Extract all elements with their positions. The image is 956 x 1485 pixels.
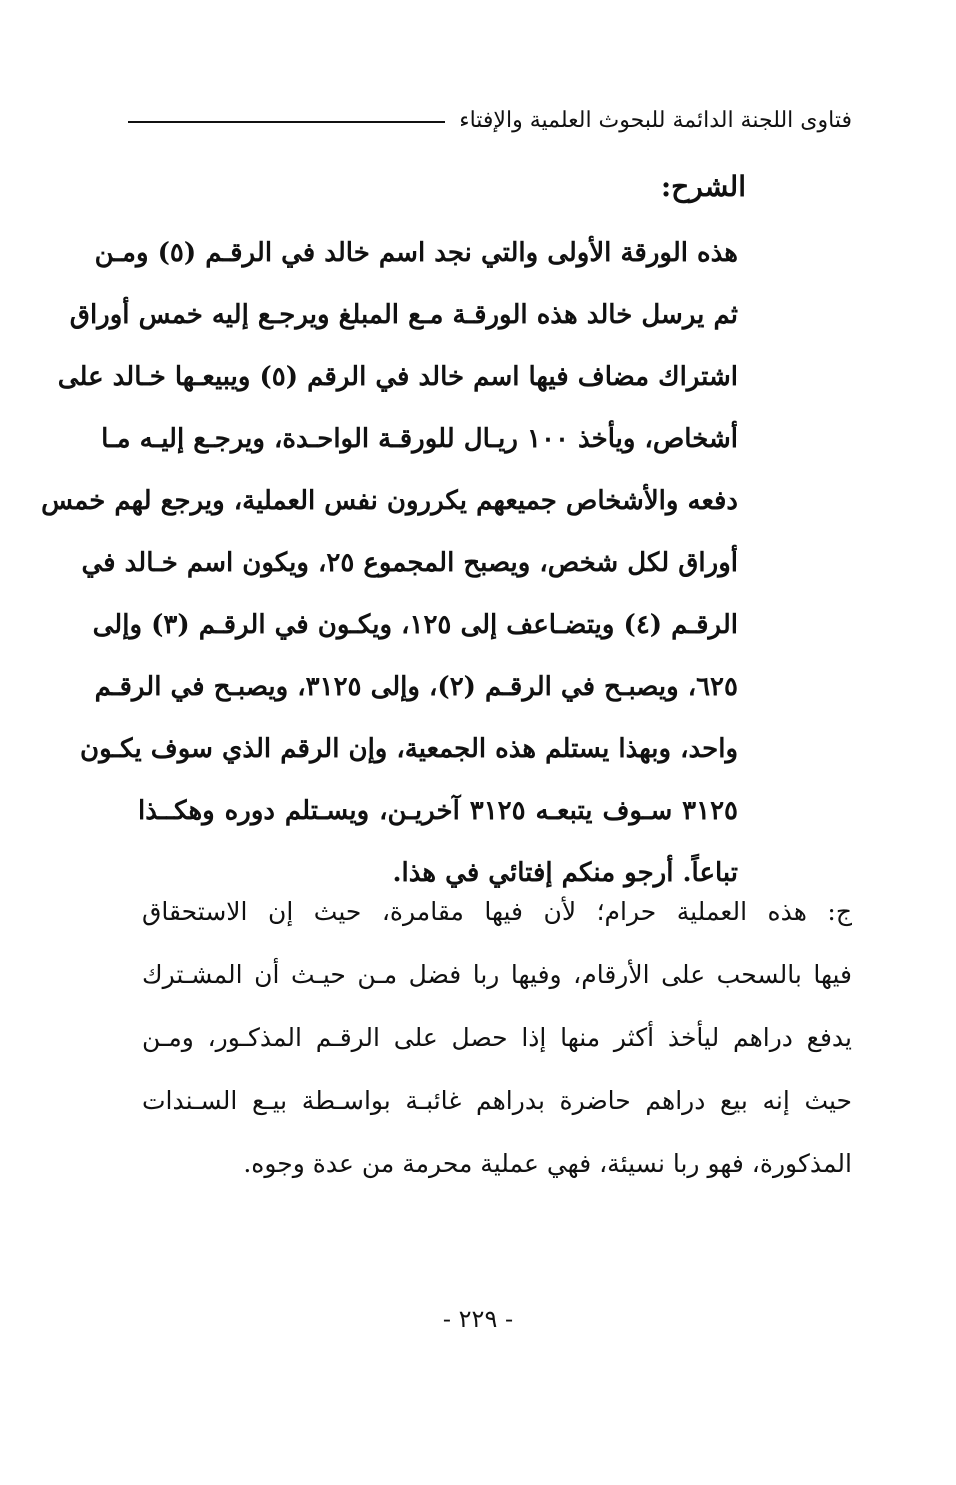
book-title: فتاوى اللجنة الدائمة للبحوث العلمية والإفتاء [459,107,852,133]
answer-line: المذكورة، فهو ربا نسيئة، فهي عملية محرمة من عدة وجوه. [243,1149,852,1178]
question-line: ٣١٢٥ سـوف يتبعـه ٣١٢٥ آخريـن، ويسـتلم دوره وهكــذا [138,796,738,826]
question-line: أشخاص، ويأخذ ١٠٠ ريـال للورقـة الواحـدة، ويرجـع إليـه مـا [101,424,738,454]
section-heading: الشرح: [660,170,746,203]
question-line: أوراق لكل شخص، ويصبح المجموع ٢٥، ويكون اسم خـالد في [81,548,738,578]
answer-line: يدفع دراهم ليأخذ أكثر منها إذا حصل على الرقـم المذكـور، ومـن [142,1023,852,1052]
question-paragraph [41,222,738,904]
answer-line: فيها بالسحب على الأرقام، وفيها ربا فضل مـن حيـث أن المشـترك [142,960,852,989]
running-header [128,100,852,140]
question-line: هذه الورقة الأولى والتي نجد اسم خالد في الرقـم (٥) ومـن [94,238,738,268]
question-line: ٦٢٥، ويصبـح في الرقـم (٢)، وإلى ٣١٢٥، ويصبـح في الرقـم [94,672,738,702]
question-line: اشتراك مضاف فيها اسم خالد في الرقم (٥) ويبيعـها خـالد على [57,362,738,392]
header-rule [128,121,445,123]
answer-line: حيث إنه بيع دراهم حاضرة بدراهم غائبـة بواسـطة بيـع السـندات [142,1086,852,1115]
question-line: دفعه والأشخاص جميعهم يكررون نفس العملية، ويرجع لهم خمس [41,486,738,516]
answer-line: ج: هذه العملية حرام؛ لأن فيها مقامرة، حيث إن الاستحقاق [142,897,852,926]
page-number: - ٢٢٩ - [442,1305,514,1333]
question-line: ثم يرسل خالد هذه الورقـة مـع المبلغ ويرجـع إليه خمس أوراق [69,300,738,330]
question-line: الرقـم (٤) ويتضـاعف إلى ١٢٥، ويكـون في الرقـم (٣) وإلى [92,610,738,640]
question-line: تباعاً. أرجو منكم إفتائي في هذا. [392,858,738,888]
question-line: واحد، وبهذا يستلم هذه الجمعية، وإن الرقم الذي سوف يكـون [80,734,738,764]
answer-paragraph [142,880,852,1195]
